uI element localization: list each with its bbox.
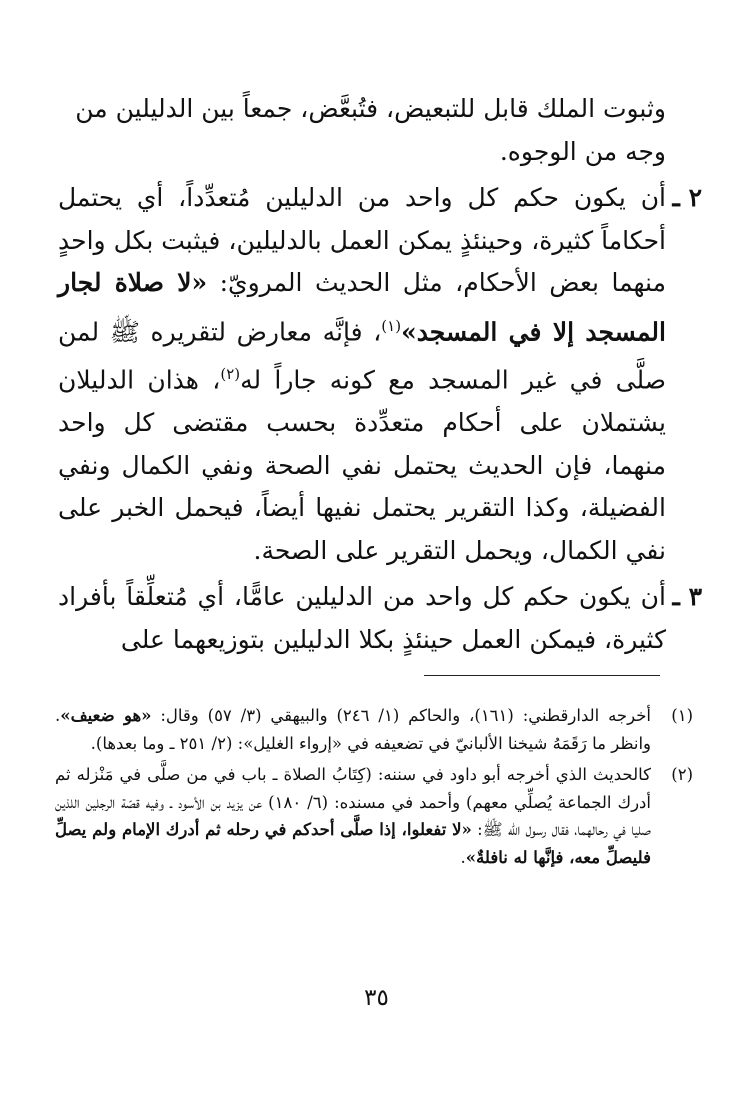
footnote-divider <box>424 675 660 676</box>
footnote-1-number: (١) <box>671 706 693 725</box>
footnote-2-number: (٢) <box>671 765 693 784</box>
intro-paragraph <box>58 88 698 173</box>
page-number: ٣٥ <box>364 985 389 1011</box>
footnote-ref-1[interactable]: (١) <box>381 316 402 335</box>
footnote-2-bold: «لا تفعلوا، إذا صلَّى أحدكم في رحله ثم أدرك الإمام ولم يصلِّ فليصلِّ معه، فإنَّها له نافلةٌ» <box>55 820 651 867</box>
intro-line-2: وجه من الوجوه. <box>499 136 666 166</box>
hadith-quote: «لا صلاة لجار المسجد إلا في المسجد» <box>58 268 666 346</box>
intro-line-1: وثبوت الملك قابل للتبعيض، فتُبعَّض، جمعاً بين الدليلين من <box>75 94 666 123</box>
list-item-2-text-b: ، فإنَّه معارض لتقريره ﷺ لمن صلَّى في غير المسجد مع كونه جاراً له <box>58 316 667 395</box>
list-item-3-number: ٣ ـ <box>672 582 702 612</box>
list-item-3-text: أن يكون حكم كل واحد من الدليلين عامًّا، أي مُتعلِّقاً بأفراد كثيرة، فيمكن العمل حينئذٍ بكلا الدليلين بتوزيعهما على <box>58 582 666 654</box>
list-item-3 <box>58 576 702 661</box>
footnote-2-text-a: كالحديث الذي أخرجه أبو داود في سننه: (كِتَابُ الصلاة ـ باب في من صلَّى في مَنْزله ثم أدرك الجماعة يُصلِّي معهم) وأحمد في مسنده: (٦/ ١٨٠) عن يزيد بن الأسود ـ وفيه قصّة الرجلين اللذين صليا في رحالهما، فقال رسول الله ﷺ: <box>55 765 651 839</box>
footnote-1 <box>55 702 693 757</box>
footnotes-section <box>55 702 693 875</box>
footnote-1-bold: «هو ضعيف» <box>60 706 152 725</box>
list-item-2-text-c: ، هذان الدليلان يشتملان على أحكام متعدِّدة بحسب مقتضى كل واحد منهما، فإن الحديث يحتمل نفي الصحة ونفي الكمال ونفي الفضيلة، وكذا التقرير يحتمل نفيها أيضاً، فيحمل الخبر على نفي الكمال، ويحمل التقرير على الصحة. <box>58 365 666 565</box>
list-item-2-text-a: أن يكون حكم كل واحد من الدليلين مُتعدِّداً، أي يحتمل أحكاماً كثيرة، وحينئذٍ يمكن العمل بالدليلين، فيثبت بكل واحدٍ منهما بعض الأحكام، مثل الحديث المرويّ: <box>58 183 666 297</box>
footnote-2-text-b: . <box>460 847 466 867</box>
footnote-ref-2[interactable]: (٢) <box>220 365 241 384</box>
main-text-body <box>58 88 702 661</box>
footnote-1-text-a: أخرجه الدارقطني: (١٦١)، والحاكم (١/ ٢٤٦) والبيهقي (٣/ ٥٧) وقال: <box>151 706 652 725</box>
footnote-2 <box>55 761 693 871</box>
list-item-2 <box>58 177 702 572</box>
footnote-1-text-b: . وانظر ما رَقَمَهُ شيخنا الألبانيّ في تضعيفه في «إرواء الغليل»: (٢/ ٢٥١ ـ وما بعدها). <box>55 706 651 753</box>
list-item-2-number: ٢ ـ <box>672 183 702 212</box>
